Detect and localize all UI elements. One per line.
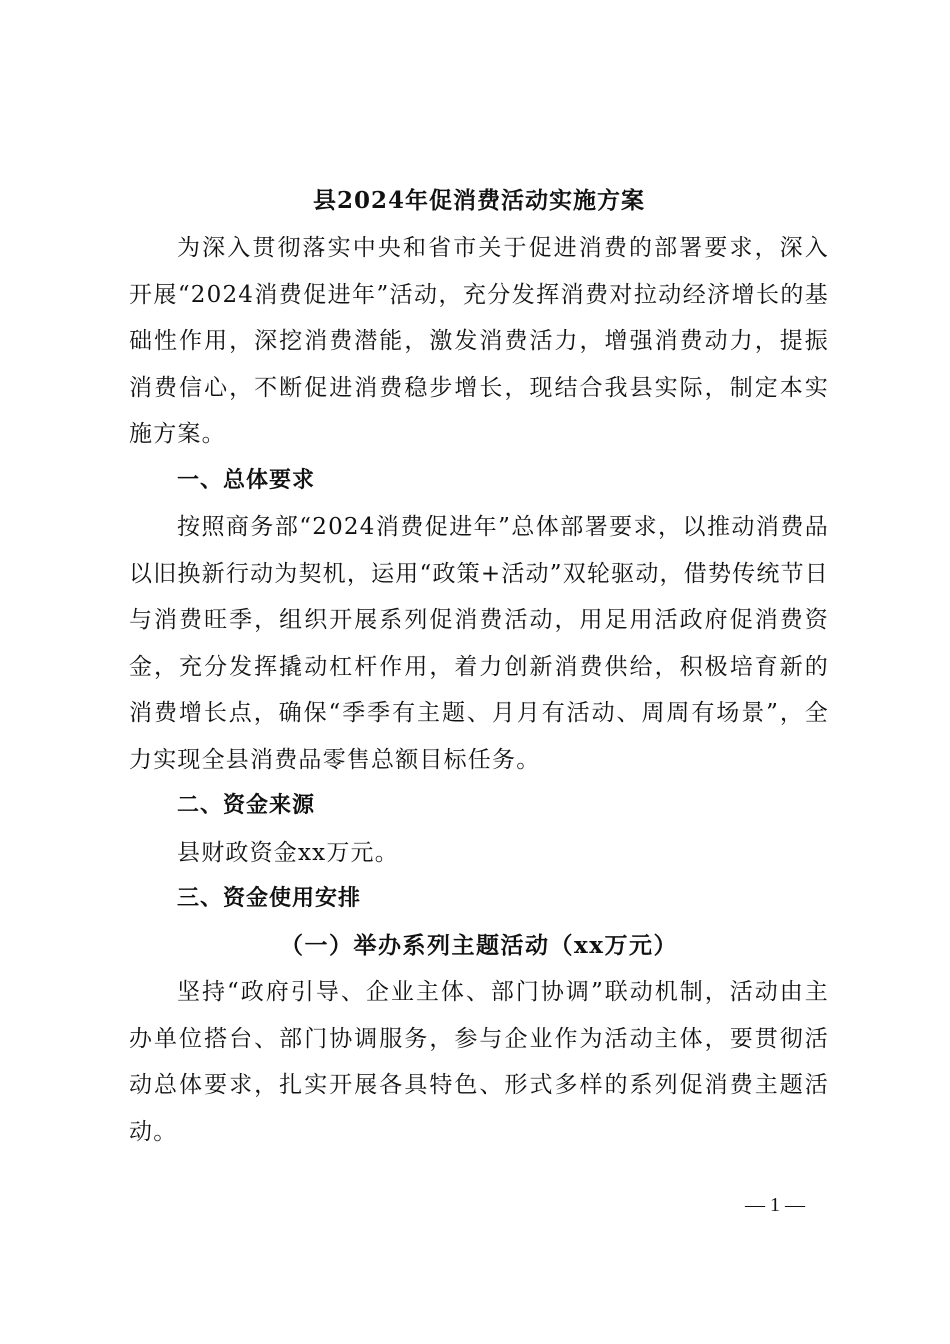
- page-number: — 1 —: [745, 1194, 805, 1216]
- funding-source-paragraph: 县财政资金xx万元。: [177, 839, 399, 866]
- intro-paragraph: 为深入贯彻落实中央和省市关于促进消费的部署要求，深入开展“2024消费促进年”活动，充分发挥消费对拉动经济增长的基础性作用，深挖消费潜能，激发消费活力，增强消费动力，提振消费信心，不断促进消费稳步增长，现结合我县实际，制定本实施方案。: [129, 235, 829, 447]
- section-heading-funding-usage: 三、资金使用安排: [177, 886, 362, 911]
- document-body: [129, 177, 829, 1155]
- theme-activities-paragraph: 坚持“政府引导、企业主体、部门协调”联动机制，活动由主办单位搭台、部门协调服务，参与企业作为活动主体，要贯彻活动总体要求，扎实开展各具特色、形式多样的系列促消费主题活动。: [129, 979, 829, 1145]
- document-title: 县2024年促消费活动实施方案: [312, 187, 645, 214]
- general-requirements-paragraph: 按照商务部“2024消费促进年”总体部署要求，以推动消费品以旧换新行动为契机，运用“政策+活动”双轮驱动，借势传统节日与消费旺季，组织开展系列促消费活动，用足用活政府促消费资金，充分发挥撬动杠杆作用，着力创新消费供给，积极培育新的消费增长点，确保“季季有主题、月月有活动、周周有场景”，全力实现全县消费品零售总额目标任务。: [129, 514, 829, 773]
- section-heading-funding-source: 二、资金来源: [177, 793, 316, 818]
- subsection-heading-theme-activities: （一）举办系列主题活动（xx万元）: [280, 931, 678, 959]
- section-heading-general-requirements: 一、总体要求: [177, 467, 316, 493]
